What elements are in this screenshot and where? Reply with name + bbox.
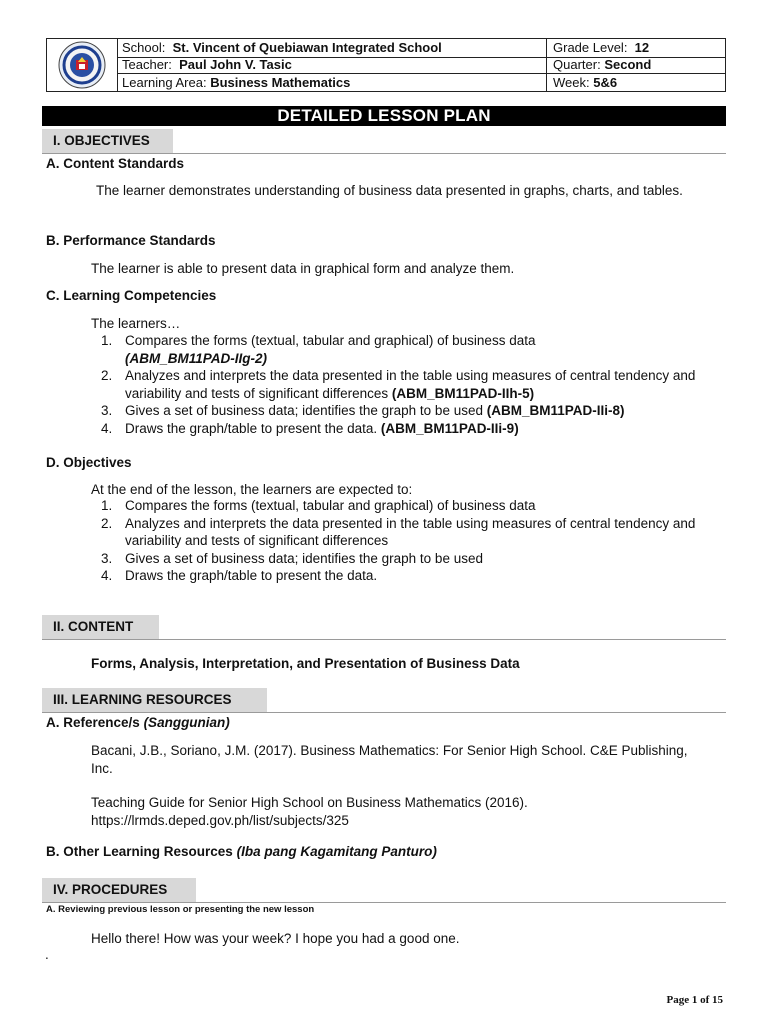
list-item-text: Analyzes and interprets the data presented in the table using measures of central tendency and variability and tests of significant differences bbox=[125, 515, 696, 548]
list-item-text: Gives a set of business data; identifies the graph to be used bbox=[125, 550, 483, 566]
competency-code: (ABM_BM11PAD-IIg-2) bbox=[125, 350, 268, 366]
page-of-label: of bbox=[700, 994, 710, 1006]
section-objectives-heading: I. OBJECTIVES bbox=[42, 129, 173, 153]
reference-2 bbox=[91, 794, 691, 830]
list-item-text: Compares the forms (textual, tabular and graphical) of business data bbox=[125, 333, 536, 348]
page-current: 1 bbox=[691, 994, 698, 1006]
content-topic: Forms, Analysis, Interpretation, and Presentation of Business Data bbox=[91, 656, 520, 671]
week-value: 5&6 bbox=[593, 75, 618, 90]
page-total: 15 bbox=[712, 994, 723, 1006]
list-item-number: 2. bbox=[101, 515, 113, 531]
list-item bbox=[101, 367, 731, 402]
header-row-3 bbox=[117, 74, 725, 91]
document-title: DETAILED LESSON PLAN bbox=[42, 106, 726, 126]
section-divider bbox=[42, 153, 726, 154]
list-item bbox=[101, 515, 731, 550]
content-standards-text: The learner demonstrates understanding of business data presented in graphs, charts, and tables. bbox=[96, 183, 683, 198]
section-divider bbox=[42, 902, 726, 903]
competency-code: (ABM_BM11PAD-IIh-5) bbox=[391, 385, 535, 401]
list-item-number: 4. bbox=[101, 420, 113, 436]
area-label: Learning Area: bbox=[122, 75, 207, 90]
reference-2-url: https://lrmds.deped.gov.ph/list/subjects/325 bbox=[91, 813, 349, 828]
competencies-intro: The learners… bbox=[91, 316, 181, 331]
week-label: Week: bbox=[553, 75, 590, 90]
list-item-number: 1. bbox=[101, 333, 113, 348]
references-heading-italic: (Sanggunian) bbox=[143, 715, 230, 730]
d-objectives-intro: At the end of the lesson, the learners are expected to: bbox=[91, 482, 413, 497]
page-number bbox=[666, 994, 723, 1006]
section-content-heading: II. CONTENT bbox=[42, 615, 159, 639]
learning-competencies-heading: C. Learning Competencies bbox=[46, 288, 217, 303]
list-item-text: Draws the graph/table to present the data. bbox=[125, 420, 378, 436]
references-heading bbox=[46, 715, 230, 730]
quarter-value: Second bbox=[604, 57, 652, 72]
list-item-text: Compares the forms (textual, tabular and graphical) of business data bbox=[125, 498, 536, 513]
list-item-number: 3. bbox=[101, 403, 113, 418]
section-divider bbox=[42, 639, 726, 640]
list-item bbox=[101, 497, 731, 515]
grade-label: Grade Level: bbox=[553, 40, 628, 55]
list-item-number: 2. bbox=[101, 368, 113, 383]
stray-dot: . bbox=[45, 947, 49, 962]
performance-standards-text: The learner is able to present data in graphical form and analyze them. bbox=[91, 261, 515, 276]
content-standards-heading: A. Content Standards bbox=[46, 156, 185, 171]
quarter-label: Quarter: bbox=[553, 57, 601, 72]
list-item-text: Draws the graph/table to present the data. bbox=[125, 568, 378, 583]
header-table bbox=[46, 38, 726, 92]
list-item bbox=[101, 420, 731, 438]
list-item-text: Gives a set of business data; identifies the graph to be used bbox=[125, 403, 483, 418]
page-label: Page bbox=[666, 994, 690, 1006]
objectives-list bbox=[101, 497, 731, 585]
list-item-number: 3. bbox=[101, 550, 113, 566]
reference-2-title: Teaching Guide for Senior High School on Business Mathematics (2016). bbox=[91, 795, 528, 810]
other-resources-heading bbox=[46, 844, 437, 859]
competency-code: (ABM_BM11PAD-IIi-9) bbox=[380, 420, 519, 436]
list-item-number: 1. bbox=[101, 498, 113, 513]
list-item-text: Analyzes and interprets the data presented in the table using measures of central tendency and variability and tests of significant differences bbox=[125, 368, 696, 401]
list-item bbox=[101, 402, 731, 420]
school-seal-logo bbox=[53, 40, 111, 90]
list-item bbox=[101, 567, 731, 585]
area-value: Business Mathematics bbox=[210, 75, 351, 90]
header-row-2 bbox=[117, 56, 725, 74]
section-resources-heading: III. LEARNING RESOURCES bbox=[42, 688, 267, 712]
competencies-list bbox=[101, 332, 731, 437]
procedure-greeting: Hello there! How was your week? I hope you had a good one. bbox=[91, 931, 460, 946]
teacher-label: Teacher: bbox=[122, 57, 172, 72]
school-label: School: bbox=[122, 40, 166, 55]
list-item bbox=[101, 332, 731, 367]
logo-cell bbox=[47, 39, 118, 91]
section-procedures-heading: IV. PROCEDURES bbox=[42, 878, 196, 902]
d-objectives-heading: D. Objectives bbox=[46, 455, 132, 470]
reference-1: Bacani, J.B., Soriano, J.M. (2017). Business Mathematics: For Senior High School. C&E Publishing, Inc. bbox=[91, 743, 688, 776]
performance-standards-heading: B. Performance Standards bbox=[46, 233, 216, 248]
procedure-a-heading: A. Reviewing previous lesson or presenting the new lesson bbox=[46, 904, 315, 915]
other-resources-heading-text: B. Other Learning Resources bbox=[46, 844, 233, 859]
references-heading-text: A. Reference/s bbox=[46, 715, 140, 730]
school-name: St. Vincent of Quebiawan Integrated School bbox=[172, 40, 442, 55]
list-item bbox=[101, 550, 731, 568]
teacher-name: Paul John V. Tasic bbox=[179, 57, 292, 72]
competency-code: (ABM_BM11PAD-IIi-8) bbox=[486, 403, 625, 418]
grade-value: 12 bbox=[634, 40, 650, 55]
list-item-number: 4. bbox=[101, 568, 113, 583]
other-resources-heading-italic: (Iba pang Kagamitang Panturo) bbox=[236, 844, 437, 859]
section-divider bbox=[42, 712, 726, 713]
